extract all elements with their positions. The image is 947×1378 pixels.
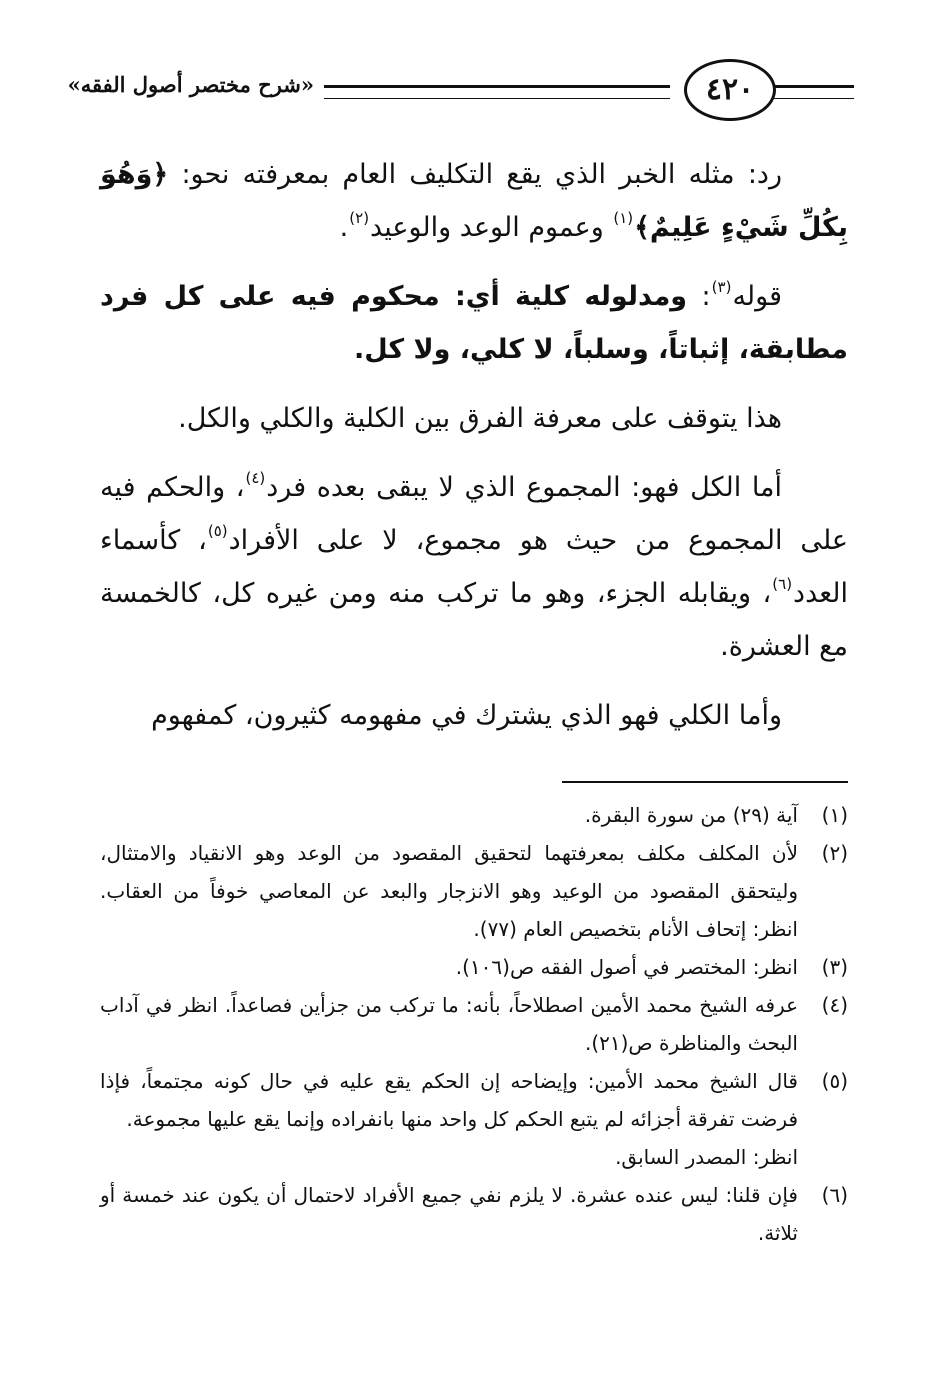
footnote-text: انظر: المختصر في أصول الفقه ص(١٠٦). (455, 955, 798, 979)
footnote-separator (562, 781, 848, 783)
paragraph-1-text-c: . (339, 212, 349, 243)
page-number: ٤٢٠ (684, 59, 776, 121)
paragraph-3: هذا يتوقف على معرفة الفرق بين الكلية والكلي والكل. (178, 403, 782, 434)
paragraph-4-text-d: ، ويقابله الجزء، وهو ما تركب منه ومن غيره كل، كالخمسة مع العشرة. (100, 578, 848, 662)
main-text (100, 148, 848, 758)
paragraph-1-text-b: وعموم الوعد والوعيد (370, 212, 613, 243)
paragraph-4 (100, 461, 848, 673)
paragraph-4-text-c: ، كأسماء العدد (100, 525, 848, 609)
paragraph-2 (100, 270, 848, 376)
paragraph-4-text-a: أما الكل فهو: المجموع الذي لا يبقى بعده فرد (266, 472, 783, 503)
paragraph-5: وأما الكلي فهو الذي يشترك في مفهومه كثيرون، كمفهوم (151, 700, 782, 731)
running-title: «شرح مختصر أصول الفقه» (67, 72, 314, 97)
footnote-text: قال الشيخ محمد الأمين: وإيضاحه إن الحكم يقع عليه في حال كونه مجتمعاً، فإذا فرضت تفرقة أجزائه لم يتبع الحكم كل واحد منها بانفراده وإنما يقع عليها مجموعة. (100, 1069, 798, 1131)
header-rule-left (324, 85, 670, 99)
footnote-text: آية (٢٩) من سورة البقرة. (584, 803, 798, 827)
header-rule-right (774, 85, 854, 99)
matn-quote: ومدلوله كلية أي: محكوم فيه على كل فرد مطابقة، إثباتاً، وسلباً، لا كلي، ولا كل. (100, 281, 848, 365)
footnote-ref-1: (١) (613, 208, 634, 227)
paragraph-1-text-a: رد: مثله الخبر الذي يقع التكليف العام بمعرفته نحو: (168, 159, 782, 190)
footnote-text: عرفه الشيخ محمد الأمين اصطلاحاً، بأنه: ما تركب من جزأين فصاعداً. انظر في آداب البحث والمناظرة ص(٢١). (100, 993, 798, 1055)
footnote-number: (٥) (821, 1069, 848, 1093)
footnote-number: (٣) (821, 955, 848, 979)
footnote-text-2: انظر: المصدر السابق. (615, 1145, 798, 1169)
footnote-5 (100, 1062, 848, 1176)
paragraph-1 (100, 148, 848, 254)
footnote-6 (100, 1176, 848, 1252)
paragraph-2-text-b: : (687, 281, 711, 312)
page-header (67, 52, 854, 122)
footnote-2 (100, 834, 848, 948)
footnote-1 (100, 796, 848, 834)
paragraph-4-text-b: ، والحكم فيه على المجموع من حيث هو مجموع، لا على الأفراد (100, 472, 848, 556)
paragraph-2-text-a: قوله (732, 281, 782, 312)
footnote-ref-6: (٦) (772, 574, 793, 593)
footnotes (100, 796, 848, 1252)
footnote-ref-5: (٥) (207, 521, 228, 540)
footnote-4 (100, 986, 848, 1062)
footnote-ref-2: (٢) (349, 208, 370, 227)
quran-verse: ﴿وَهُوَ بِكُلِّ شَيْءٍ عَلِيمٌ﴾ (100, 159, 848, 243)
footnote-text: فإن قلنا: ليس عنده عشرة. لا يلزم نفي جميع الأفراد لاحتمال أن يكون عند خمسة أو ثلاثة. (100, 1183, 798, 1245)
footnote-ref-4: (٤) (245, 468, 266, 487)
footnote-number: (١) (821, 803, 848, 827)
footnote-3 (100, 948, 848, 986)
footnote-text: لأن المكلف مكلف بمعرفتهما لتحقيق المقصود من الوعد وهو الانقياد والامتثال، وليتحقق المقصود من الوعيد وهو الانزجار والبعد عن المعاصي خوفاً من العقاب. انظر: إتحاف الأنام بتخصيص العام (٧٧). (100, 841, 798, 941)
footnote-number: (٤) (821, 993, 848, 1017)
footnote-ref-3: (٣) (711, 277, 732, 296)
footnote-number: (٢) (821, 841, 848, 865)
footnote-number: (٦) (821, 1183, 848, 1207)
